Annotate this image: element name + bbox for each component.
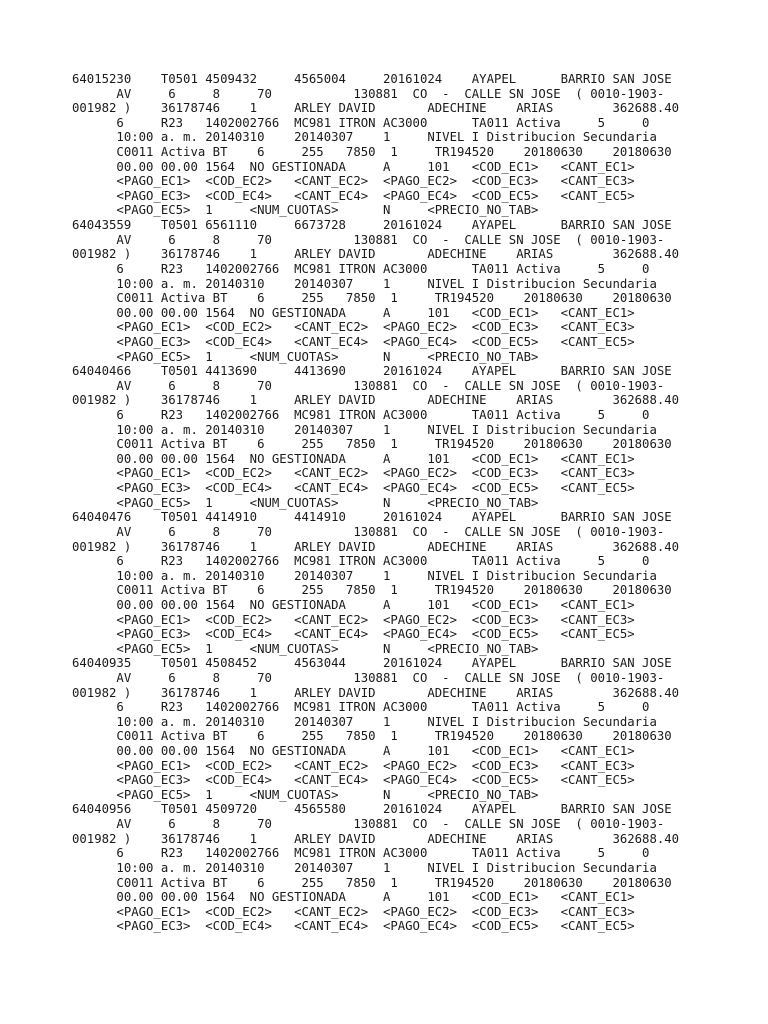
text-line: 001982 ) 36178746 1 ARLEY DAVID ADECHINE ARIAS 362688.40	[72, 831, 680, 846]
text-line: <PAGO_EC5> 1 <NUM_CUOTAS> N <PRECIO_NO_TAB>	[72, 203, 539, 218]
text-line: C0011 Activa BT 6 255 7850 1 TR194520 20180630 20180630	[72, 875, 672, 890]
text-line: <PAGO_EC1> <COD_EC2> <CANT_EC2> <PAGO_EC2> <COD_EC3> <CANT_EC3>	[72, 904, 635, 919]
text-line: <PAGO_EC5> 1 <NUM_CUOTAS> N <PRECIO_NO_TAB>	[72, 787, 539, 802]
text-line: C0011 Activa BT 6 255 7850 1 TR194520 20180630 20180630	[72, 145, 672, 160]
text-line: 10:00 a. m. 20140310 20140307 1 NIVEL I Distribucion Secundaria	[72, 130, 657, 145]
text-line: C0011 Activa BT 6 255 7850 1 TR194520 20180630 20180630	[72, 583, 672, 598]
text-line: 001982 ) 36178746 1 ARLEY DAVID ADECHINE ARIAS 362688.40	[72, 393, 680, 408]
text-line: 10:00 a. m. 20140310 20140307 1 NIVEL I Distribucion Secundaria	[72, 714, 657, 729]
text-line: <PAGO_EC1> <COD_EC2> <CANT_EC2> <PAGO_EC2> <COD_EC3> <CANT_EC3>	[72, 320, 635, 335]
text-line: 10:00 a. m. 20140310 20140307 1 NIVEL I Distribucion Secundaria	[72, 568, 657, 583]
text-line: 6 R23 1402002766 MC981 ITRON AC3000 TA011 Activa 5 0	[72, 261, 650, 276]
text-line: 00.00 00.00 1564 NO GESTIONADA A 101 <COD_EC1> <CANT_EC1>	[72, 305, 635, 320]
text-line: 00.00 00.00 1564 NO GESTIONADA A 101 <COD_EC1> <CANT_EC1>	[72, 744, 635, 759]
text-line: AV 6 8 70 130881 CO - CALLE SN JOSE ( 0010-1903-	[72, 817, 665, 832]
text-line: <PAGO_EC5> 1 <NUM_CUOTAS> N <PRECIO_NO_TAB>	[72, 495, 539, 510]
text-line: 00.00 00.00 1564 NO GESTIONADA A 101 <COD_EC1> <CANT_EC1>	[72, 890, 635, 905]
text-line: <PAGO_EC1> <COD_EC2> <CANT_EC2> <PAGO_EC2> <COD_EC3> <CANT_EC3>	[72, 174, 635, 189]
text-line: 64043559 T0501 6561110 6673728 20161024 AYAPEL BARRIO SAN JOSE	[72, 218, 672, 233]
text-line: 10:00 a. m. 20140310 20140307 1 NIVEL I Distribucion Secundaria	[72, 422, 657, 437]
text-line: C0011 Activa BT 6 255 7850 1 TR194520 20180630 20180630	[72, 291, 672, 306]
text-line: <PAGO_EC3> <COD_EC4> <CANT_EC4> <PAGO_EC4> <COD_EC5> <CANT_EC5>	[72, 188, 635, 203]
text-line: 64040476 T0501 4414910 4414910 20161024 AYAPEL BARRIO SAN JOSE	[72, 510, 672, 525]
text-line: 6 R23 1402002766 MC981 ITRON AC3000 TA011 Activa 5 0	[72, 115, 650, 130]
text-line: AV 6 8 70 130881 CO - CALLE SN JOSE ( 0010-1903-	[72, 378, 665, 393]
text-line: AV 6 8 70 130881 CO - CALLE SN JOSE ( 0010-1903-	[72, 232, 665, 247]
text-line: <PAGO_EC5> 1 <NUM_CUOTAS> N <PRECIO_NO_TAB>	[72, 349, 539, 364]
text-line: 00.00 00.00 1564 NO GESTIONADA A 101 <COD_EC1> <CANT_EC1>	[72, 597, 635, 612]
text-line: 6 R23 1402002766 MC981 ITRON AC3000 TA011 Activa 5 0	[72, 408, 650, 423]
text-line: AV 6 8 70 130881 CO - CALLE SN JOSE ( 0010-1903-	[72, 86, 665, 101]
text-line: 6 R23 1402002766 MC981 ITRON AC3000 TA011 Activa 5 0	[72, 846, 650, 861]
text-line: 64040956 T0501 4509720 4565580 20161024 AYAPEL BARRIO SAN JOSE	[72, 802, 672, 817]
text-line: 10:00 a. m. 20140310 20140307 1 NIVEL I Distribucion Secundaria	[72, 276, 657, 291]
text-line: 64015230 T0501 4509432 4565004 20161024 AYAPEL BARRIO SAN JOSE	[72, 72, 672, 86]
text-line: AV 6 8 70 130881 CO - CALLE SN JOSE ( 0010-1903-	[72, 670, 665, 685]
text-line: 001982 ) 36178746 1 ARLEY DAVID ADECHINE ARIAS 362688.40	[72, 101, 680, 116]
text-line: <PAGO_EC3> <COD_EC4> <CANT_EC4> <PAGO_EC4> <COD_EC5> <CANT_EC5>	[72, 773, 635, 788]
text-line: C0011 Activa BT 6 255 7850 1 TR194520 20180630 20180630	[72, 437, 672, 452]
text-line: C0011 Activa BT 6 255 7850 1 TR194520 20180630 20180630	[72, 729, 672, 744]
text-line: <PAGO_EC3> <COD_EC4> <CANT_EC4> <PAGO_EC4> <COD_EC5> <CANT_EC5>	[72, 481, 635, 496]
text-line: AV 6 8 70 130881 CO - CALLE SN JOSE ( 0010-1903-	[72, 524, 665, 539]
text-line: 001982 ) 36178746 1 ARLEY DAVID ADECHINE ARIAS 362688.40	[72, 685, 680, 700]
text-line: 64040466 T0501 4413690 4413690 20161024 AYAPEL BARRIO SAN JOSE	[72, 364, 672, 379]
text-line: <PAGO_EC3> <COD_EC4> <CANT_EC4> <PAGO_EC4> <COD_EC5> <CANT_EC5>	[72, 627, 635, 642]
text-line: <PAGO_EC1> <COD_EC2> <CANT_EC2> <PAGO_EC2> <COD_EC3> <CANT_EC3>	[72, 612, 635, 627]
text-line: 00.00 00.00 1564 NO GESTIONADA A 101 <COD_EC1> <CANT_EC1>	[72, 159, 635, 174]
text-line: 001982 ) 36178746 1 ARLEY DAVID ADECHINE ARIAS 362688.40	[72, 539, 680, 554]
text-line: <PAGO_EC3> <COD_EC4> <CANT_EC4> <PAGO_EC4> <COD_EC5> <CANT_EC5>	[72, 919, 635, 934]
text-line: 64040935 T0501 4508452 4563044 20161024 AYAPEL BARRIO SAN JOSE	[72, 656, 672, 671]
text-line: <PAGO_EC1> <COD_EC2> <CANT_EC2> <PAGO_EC2> <COD_EC3> <CANT_EC3>	[72, 758, 635, 773]
text-line: 6 R23 1402002766 MC981 ITRON AC3000 TA011 Activa 5 0	[72, 554, 650, 569]
text-line: 001982 ) 36178746 1 ARLEY DAVID ADECHINE ARIAS 362688.40	[72, 247, 680, 262]
text-line: 00.00 00.00 1564 NO GESTIONADA A 101 <COD_EC1> <CANT_EC1>	[72, 451, 635, 466]
text-line: 10:00 a. m. 20140310 20140307 1 NIVEL I Distribucion Secundaria	[72, 860, 657, 875]
text-line: <PAGO_EC1> <COD_EC2> <CANT_EC2> <PAGO_EC2> <COD_EC3> <CANT_EC3>	[72, 466, 635, 481]
text-line: 6 R23 1402002766 MC981 ITRON AC3000 TA011 Activa 5 0	[72, 700, 650, 715]
record-text-block	[72, 72, 679, 934]
text-line: <PAGO_EC3> <COD_EC4> <CANT_EC4> <PAGO_EC4> <COD_EC5> <CANT_EC5>	[72, 334, 635, 349]
text-line: <PAGO_EC5> 1 <NUM_CUOTAS> N <PRECIO_NO_TAB>	[72, 641, 539, 656]
